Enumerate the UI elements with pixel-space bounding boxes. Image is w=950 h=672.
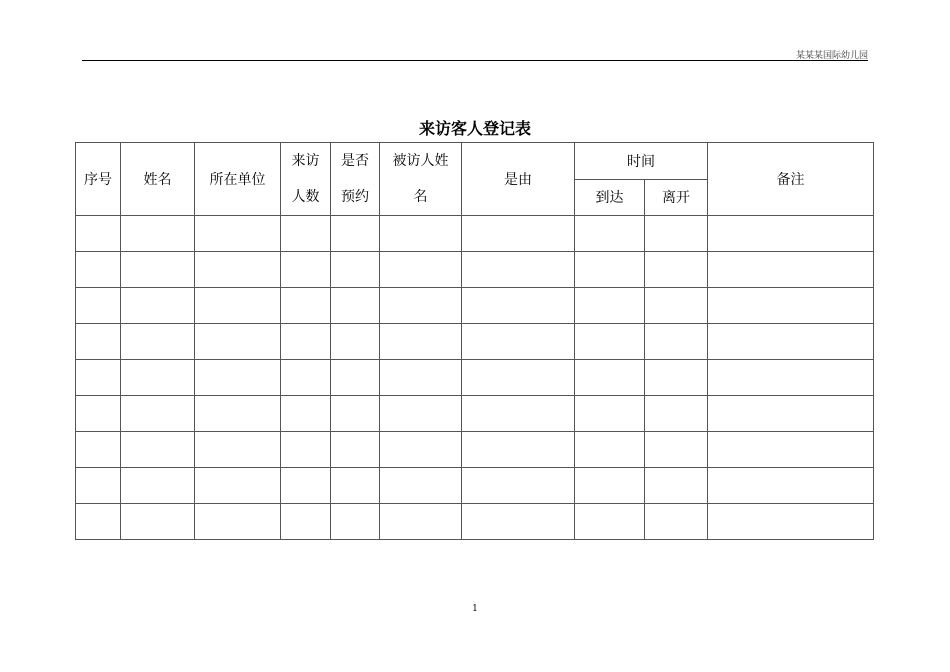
- table-cell[interactable]: [645, 360, 708, 396]
- table-cell[interactable]: [380, 504, 462, 540]
- table-cell[interactable]: [575, 504, 645, 540]
- table-cell[interactable]: [462, 288, 575, 324]
- table-cell[interactable]: [331, 360, 380, 396]
- table-cell[interactable]: [121, 288, 195, 324]
- table-cell[interactable]: [575, 324, 645, 360]
- table-cell[interactable]: [331, 324, 380, 360]
- table-row: [76, 468, 874, 504]
- table-cell[interactable]: [708, 504, 874, 540]
- table-cell[interactable]: [708, 252, 874, 288]
- table-cell[interactable]: [76, 252, 121, 288]
- table-cell[interactable]: [195, 432, 281, 468]
- table-cell[interactable]: [121, 396, 195, 432]
- header-visitor-count-line1: 来访: [291, 153, 320, 169]
- table-cell[interactable]: [462, 252, 575, 288]
- table-cell[interactable]: [331, 504, 380, 540]
- table-cell[interactable]: [462, 504, 575, 540]
- table-cell[interactable]: [281, 288, 331, 324]
- header-appointment-line1: 是否: [341, 153, 369, 169]
- table-cell[interactable]: [195, 504, 281, 540]
- header-org-name: 某某某国际幼儿园: [795, 51, 868, 61]
- table-cell[interactable]: [281, 468, 331, 504]
- table-cell[interactable]: [331, 396, 380, 432]
- header-visitor-count-line2: 人数: [291, 189, 320, 205]
- header-remark: 备注: [708, 143, 874, 216]
- table-cell[interactable]: [462, 432, 575, 468]
- table-cell[interactable]: [281, 360, 331, 396]
- table-cell[interactable]: [331, 216, 380, 252]
- header-rule: [82, 60, 868, 61]
- header-time: 时间: [575, 143, 708, 180]
- table-cell[interactable]: [708, 360, 874, 396]
- header-unit: 所在单位: [195, 143, 281, 216]
- table-cell[interactable]: [462, 396, 575, 432]
- table-cell[interactable]: [121, 324, 195, 360]
- table-cell[interactable]: [575, 468, 645, 504]
- table-cell[interactable]: [380, 396, 462, 432]
- table-cell[interactable]: [645, 432, 708, 468]
- page-number: 1: [472, 604, 478, 614]
- table-cell[interactable]: [645, 504, 708, 540]
- table-cell[interactable]: [76, 288, 121, 324]
- table-cell[interactable]: [281, 396, 331, 432]
- table-cell[interactable]: [380, 288, 462, 324]
- table-cell[interactable]: [575, 396, 645, 432]
- table-cell[interactable]: [121, 432, 195, 468]
- header-host-name-line2: 名: [413, 189, 428, 205]
- header-appointment-line2: 预约: [341, 189, 369, 205]
- table-cell[interactable]: [121, 504, 195, 540]
- table-cell[interactable]: [281, 504, 331, 540]
- header-arrive: 到达: [575, 179, 645, 216]
- table-cell[interactable]: [195, 396, 281, 432]
- table-cell[interactable]: [195, 288, 281, 324]
- table-cell[interactable]: [195, 468, 281, 504]
- table-cell[interactable]: [76, 504, 121, 540]
- table-cell[interactable]: [645, 252, 708, 288]
- table-cell[interactable]: [708, 216, 874, 252]
- table-cell[interactable]: [575, 360, 645, 396]
- table-row: [76, 504, 874, 540]
- table-cell[interactable]: [708, 468, 874, 504]
- table-cell[interactable]: [331, 252, 380, 288]
- header-leave: 离开: [645, 179, 708, 216]
- table-cell[interactable]: [462, 216, 575, 252]
- table-cell[interactable]: [331, 288, 380, 324]
- table-cell[interactable]: [380, 360, 462, 396]
- table-row: [76, 216, 874, 252]
- header-host-name-line1: 被访人姓: [392, 153, 449, 169]
- register-body: [76, 216, 874, 540]
- table-cell[interactable]: [575, 216, 645, 252]
- table-row: [76, 396, 874, 432]
- table-cell[interactable]: [645, 324, 708, 360]
- table-cell[interactable]: [331, 468, 380, 504]
- table-row: [76, 288, 874, 324]
- header-host-name: [380, 143, 462, 216]
- table-cell[interactable]: [121, 360, 195, 396]
- table-cell[interactable]: [462, 324, 575, 360]
- table-row: [76, 252, 874, 288]
- table-cell[interactable]: [575, 432, 645, 468]
- table-cell[interactable]: [121, 468, 195, 504]
- table-cell[interactable]: [76, 396, 121, 432]
- table-cell[interactable]: [195, 216, 281, 252]
- header-reason: 是由: [462, 143, 575, 216]
- table-row: [76, 432, 874, 468]
- table-cell[interactable]: [281, 432, 331, 468]
- table-cell[interactable]: [645, 468, 708, 504]
- table-cell[interactable]: [575, 252, 645, 288]
- table-cell[interactable]: [76, 324, 121, 360]
- header-appointment: [331, 143, 380, 216]
- table-cell[interactable]: [195, 252, 281, 288]
- visitor-register-table: [75, 142, 874, 540]
- table-cell[interactable]: [462, 468, 575, 504]
- table-cell[interactable]: [121, 252, 195, 288]
- table-cell[interactable]: [195, 360, 281, 396]
- table-cell[interactable]: [380, 252, 462, 288]
- table-cell[interactable]: [121, 216, 195, 252]
- table-cell[interactable]: [76, 432, 121, 468]
- table-row: [76, 360, 874, 396]
- table-cell[interactable]: [380, 468, 462, 504]
- table-cell[interactable]: [645, 396, 708, 432]
- table-cell[interactable]: [281, 216, 331, 252]
- table-row: [76, 324, 874, 360]
- header-visitor-count: [281, 143, 331, 216]
- table-cell[interactable]: [76, 360, 121, 396]
- table-cell[interactable]: [575, 288, 645, 324]
- header-name: 姓名: [121, 143, 195, 216]
- table-cell[interactable]: [645, 216, 708, 252]
- header-seq: 序号: [76, 143, 121, 216]
- table-cell[interactable]: [462, 360, 575, 396]
- table-cell[interactable]: [645, 288, 708, 324]
- table-cell[interactable]: [708, 396, 874, 432]
- table-cell[interactable]: [281, 324, 331, 360]
- table-cell[interactable]: [195, 324, 281, 360]
- table-cell[interactable]: [708, 288, 874, 324]
- table-cell[interactable]: [76, 468, 121, 504]
- table-cell[interactable]: [708, 324, 874, 360]
- table-cell[interactable]: [380, 216, 462, 252]
- table-cell[interactable]: [76, 216, 121, 252]
- table-cell[interactable]: [380, 324, 462, 360]
- document-title: 来访客人登记表: [418, 119, 531, 138]
- table-cell[interactable]: [380, 432, 462, 468]
- table-cell[interactable]: [281, 252, 331, 288]
- table-cell[interactable]: [708, 432, 874, 468]
- table-cell[interactable]: [331, 432, 380, 468]
